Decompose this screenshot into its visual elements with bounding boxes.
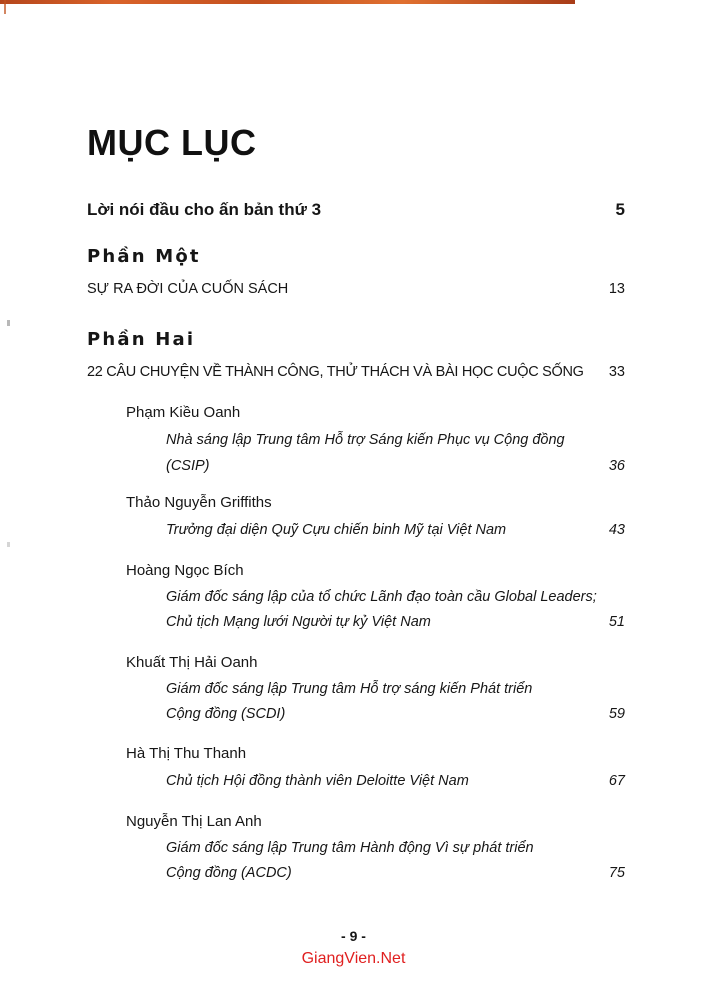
watermark: GiangVien.Net	[301, 950, 406, 967]
person-name: Hoàng Ngọc Bích	[126, 562, 244, 579]
person-name: Phạm Kiều Oanh	[126, 404, 241, 421]
entry-desc: (CSIP)	[166, 458, 210, 474]
entry-label: 22 CÂU CHUYỆN VỀ THÀNH CÔNG, THỬ THÁCH VÀ BÀI HỌC CUỘC SỐNG	[87, 364, 584, 380]
entry-desc: Cộng đồng (SCDI)	[166, 706, 286, 722]
entry-page: 5	[615, 200, 625, 219]
part-heading: Phần Hai	[87, 329, 196, 350]
entry-desc: Trưởng đại diện Quỹ Cựu chiến binh Mỹ tại Việt Nam	[166, 522, 507, 538]
person-name: Nguyễn Thị Lan Anh	[126, 813, 262, 830]
person-name: Hà Thị Thu Thanh	[126, 745, 247, 762]
entry-page: 33	[608, 364, 625, 380]
entry-page: 36	[608, 458, 625, 474]
entry-page: 75	[608, 865, 625, 881]
entry-desc: Cộng đồng (ACDC)	[166, 865, 292, 881]
entry-page: 59	[608, 706, 625, 722]
entry-page: 43	[608, 522, 625, 538]
entry-label: Lời nói đầu cho ấn bản thứ 3	[87, 200, 322, 219]
entry-page: 51	[608, 614, 625, 630]
entry-page: 13	[608, 281, 625, 297]
scan-mark	[7, 320, 10, 326]
person-name: Khuất Thị Hải Oanh	[126, 654, 258, 671]
entry-desc: Giám đốc sáng lập Trung tâm Hành động Vì sự phát triển	[166, 840, 534, 856]
entry-desc: Chủ tịch Mạng lưới Người tự kỷ Việt Nam	[166, 614, 431, 630]
entry-desc: Giám đốc sáng lập của tổ chức Lãnh đạo toàn cầu Global Leaders;	[166, 589, 597, 605]
scan-mark	[7, 542, 10, 547]
entry-desc: Giám đốc sáng lập Trung tâm Hỗ trợ sáng kiến Phát triển	[166, 681, 533, 697]
entry-page: 67	[608, 773, 625, 789]
page-number: - 9 -	[341, 928, 366, 944]
person-name: Thảo Nguyễn Griffiths	[126, 494, 272, 511]
part-heading: Phần Một	[87, 246, 201, 267]
entry-desc: Chủ tịch Hội đồng thành viên Deloitte Việt Nam	[166, 773, 469, 789]
toc-title: MỤC LỤC	[87, 122, 257, 163]
top-band-edge	[4, 0, 6, 14]
top-color-band	[0, 0, 575, 4]
entry-desc: Nhà sáng lập Trung tâm Hỗ trợ Sáng kiến Phục vụ Cộng đồng	[166, 432, 565, 448]
entry-label: SỰ RA ĐỜI CỦA CUỐN SÁCH	[87, 281, 289, 297]
